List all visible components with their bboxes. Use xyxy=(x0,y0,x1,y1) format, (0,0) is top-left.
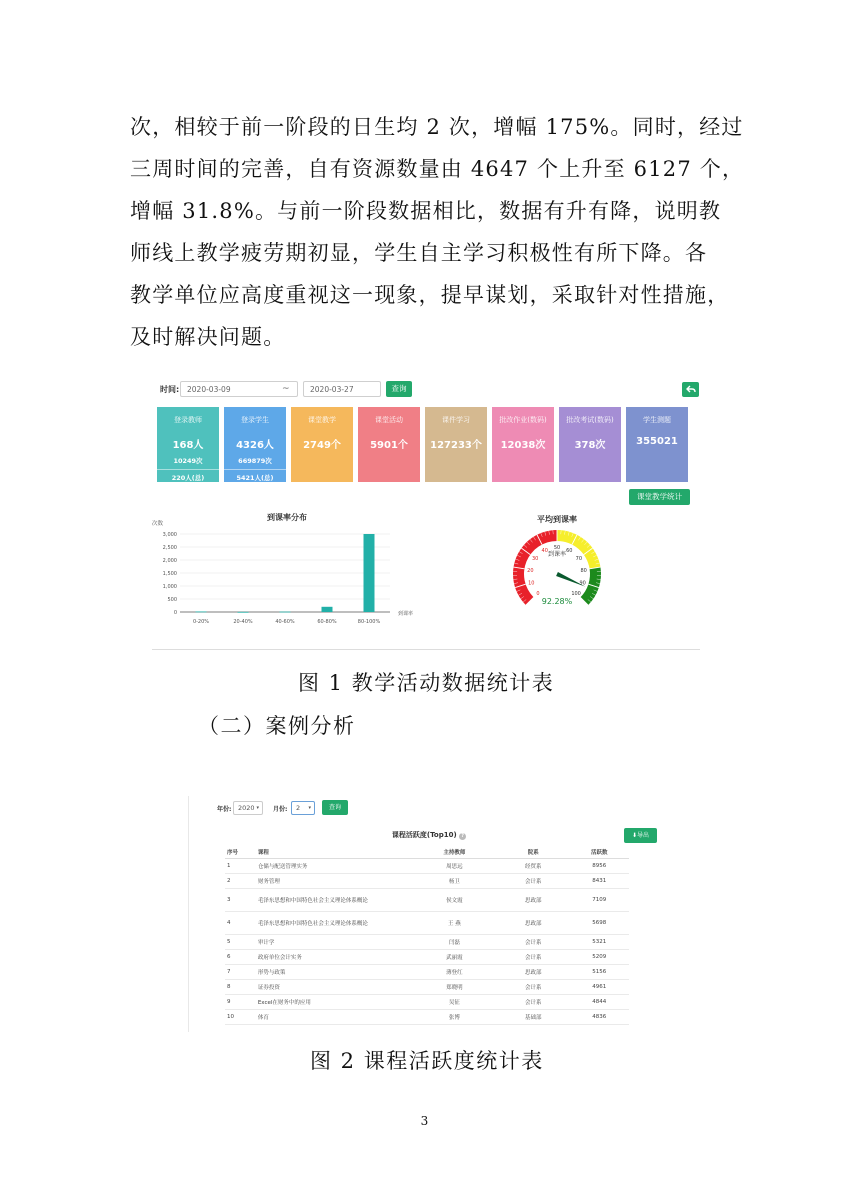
gauge-tick-label: 0 xyxy=(536,591,540,598)
bar xyxy=(322,607,333,612)
stat-card-title: 课堂教学 xyxy=(308,416,336,424)
gauge-tick-label: 50 xyxy=(553,545,561,551)
table-cell: 毛泽东思想和中国特色社会主义理论体系概论 xyxy=(256,889,412,912)
stat-card-value: 127233个 xyxy=(430,440,482,451)
gauge-tick-label: 70 xyxy=(575,556,583,563)
gauge-tick-label: 80 xyxy=(580,567,587,574)
stat-card[interactable] xyxy=(626,407,688,482)
gauge-value: 92.28% xyxy=(541,597,573,606)
table-cell: 审计学 xyxy=(256,935,412,950)
figure-2-caption: 图 2 课程活跃度统计表 xyxy=(310,1049,544,1073)
bar xyxy=(196,611,207,612)
stat-card-title: 登录教师 xyxy=(174,416,202,424)
stat-card-value: 378次 xyxy=(574,440,606,451)
stat-card-title: 批改考试(数码) xyxy=(566,416,614,424)
x-axis-label: 到课率 xyxy=(398,611,414,617)
table-cell: 薄登红 xyxy=(412,965,497,980)
table-cell: 5321 xyxy=(569,935,629,950)
table-cell: 8431 xyxy=(569,874,629,889)
table-cell: 财务管理 xyxy=(256,874,412,889)
bar xyxy=(364,534,375,612)
table-cell: 7109 xyxy=(569,889,629,912)
stat-card[interactable] xyxy=(157,407,219,482)
x-tick-label: 40-60% xyxy=(275,619,295,625)
table-row[interactable] xyxy=(225,1010,629,1025)
table-cell: 3 xyxy=(225,889,256,912)
year-select[interactable] xyxy=(233,801,263,815)
x-tick-label: 80-100% xyxy=(357,619,381,625)
query-button[interactable]: 查询 xyxy=(386,381,412,397)
body-line: 次，相较于前一阶段的日生均 2 次，增幅 175%。同时，经过 xyxy=(130,115,744,139)
column-header[interactable]: 活跃数 xyxy=(569,846,629,859)
attendance-bar-chart xyxy=(152,508,432,638)
table-cell: 4836 xyxy=(569,1010,629,1025)
table-cell: 形势与政策 xyxy=(256,965,412,980)
table-cell: 5 xyxy=(225,935,256,950)
figure-1-dashboard xyxy=(152,374,700,650)
stat-card-title: 课件学习 xyxy=(442,416,470,424)
table-cell: 周思远 xyxy=(412,859,497,874)
course-activity-table xyxy=(225,846,629,1025)
date-end-input[interactable]: 2020-03-27 xyxy=(303,381,381,397)
table-row[interactable] xyxy=(225,912,629,935)
chevron-down-icon: ▾ xyxy=(256,805,259,811)
year-label: 年份: xyxy=(217,806,232,813)
table-cell: 2 xyxy=(225,874,256,889)
table-cell: 5156 xyxy=(569,965,629,980)
stat-card-value: 2749个 xyxy=(303,440,341,451)
stat-card-title: 课堂活动 xyxy=(375,416,403,424)
gauge-tick-label: 60 xyxy=(566,547,573,554)
table-row[interactable] xyxy=(225,935,629,950)
stat-card-detail: 220人(总) xyxy=(157,469,219,482)
body-line: 及时解决问题。 xyxy=(130,325,286,349)
y-tick-label: 2,500 xyxy=(162,545,177,551)
table-cell: 会计系 xyxy=(497,874,569,889)
body-line: 三周时间的完善，自有资源数量由 4647 个上升至 6127 个， xyxy=(130,157,745,181)
y-tick-label: 3,000 xyxy=(162,532,177,538)
table-cell: 思政部 xyxy=(497,889,569,912)
stat-card-value: 4326人 xyxy=(236,440,274,451)
section-subheading: （二）案例分析 xyxy=(198,714,356,738)
table-cell: 6 xyxy=(225,950,256,965)
table-cell: 会计系 xyxy=(497,980,569,995)
table-cell: 经贸系 xyxy=(497,859,569,874)
bar xyxy=(280,612,291,613)
gauge-tick-label: 40 xyxy=(541,547,548,554)
y-tick-label: 0 xyxy=(173,610,177,616)
export-button[interactable] xyxy=(624,828,657,843)
table-row[interactable] xyxy=(225,859,629,874)
table-header xyxy=(225,846,629,859)
month-select[interactable] xyxy=(291,801,315,815)
gauge-title: 平均到课率 xyxy=(537,515,577,524)
table-cell: 杨卫 xyxy=(412,874,497,889)
stat-card-value: 355021 xyxy=(636,436,678,447)
stat-card-title: 批改作业(数码) xyxy=(499,416,547,424)
help-icon: ? xyxy=(459,833,466,840)
table-cell: 4 xyxy=(225,912,256,935)
table-cell: 侯文霞 xyxy=(412,889,497,912)
stat-card[interactable] xyxy=(559,407,621,482)
column-header[interactable]: 课程 xyxy=(256,846,412,859)
table-cell: 毛泽东思想和中国特色社会主义理论体系概论 xyxy=(256,912,412,935)
table-cell: 9 xyxy=(225,995,256,1010)
year-value: 2020 xyxy=(238,804,255,812)
table-cell: 王 燕 xyxy=(412,912,497,935)
stat-card[interactable] xyxy=(224,407,286,482)
month-label: 月份: xyxy=(273,806,288,813)
body-paragraph xyxy=(130,106,745,358)
bar xyxy=(238,612,249,613)
time-label: 时间: xyxy=(160,385,180,394)
date-start-input[interactable]: 2020-03-09 xyxy=(180,381,298,397)
date-separator: ~ xyxy=(282,384,290,394)
table-cell: 政府单位会计实务 xyxy=(256,950,412,965)
table-cell: 思政部 xyxy=(497,912,569,935)
table-cell: 闫磊 xyxy=(412,935,497,950)
stat-card[interactable] xyxy=(492,407,554,482)
table-cell: Excel在财务中的应用 xyxy=(256,995,412,1010)
gauge-tick-label: 30 xyxy=(531,556,539,563)
figure-divider xyxy=(152,649,700,650)
export-label: 导出 xyxy=(637,832,650,839)
y-tick-label: 1,000 xyxy=(162,584,177,590)
x-tick-label: 60-80% xyxy=(317,619,337,625)
table-row[interactable] xyxy=(225,980,629,995)
gauge-yellow-band xyxy=(557,530,600,569)
table-cell: 7 xyxy=(225,965,256,980)
table-cell: 5698 xyxy=(569,912,629,935)
table-cell: 仓储与配送管理实务 xyxy=(256,859,412,874)
month-value: 2 xyxy=(296,804,301,812)
gauge-tick-label: 10 xyxy=(528,580,535,587)
page-number: 3 xyxy=(420,1114,429,1128)
table-title-text: 课程活跃度(Top10) xyxy=(391,831,457,839)
body-line: 增幅 31.8%。与前一阶段数据相比，数据有升有降，说明教 xyxy=(130,199,722,223)
table-cell: 5209 xyxy=(569,950,629,965)
attendance-gauge xyxy=(502,512,622,622)
class-stats-button[interactable]: 课堂教学统计 xyxy=(629,489,690,505)
back-button[interactable] xyxy=(682,382,699,397)
table-cell: 会计系 xyxy=(497,935,569,950)
stat-card[interactable] xyxy=(358,407,420,482)
table-cell: 4961 xyxy=(569,980,629,995)
y-tick-label: 2,000 xyxy=(162,558,177,564)
gauge-tick-label: 100 xyxy=(571,591,581,598)
y-tick-label: 500 xyxy=(167,597,177,603)
y-axis-label: 次数 xyxy=(152,521,164,527)
stat-card-detail: 669879次 xyxy=(238,457,272,465)
table-cell: 8956 xyxy=(569,859,629,874)
stat-card[interactable] xyxy=(291,407,353,482)
table-cell: 武丽霞 xyxy=(412,950,497,965)
stat-card-detail: 10249次 xyxy=(173,457,203,465)
stat-card-detail: 5421人(总) xyxy=(224,469,286,482)
column-header[interactable]: 院系 xyxy=(497,846,569,859)
body-line: 教学单位应高度重视这一现象，提早谋划，采取针对性措施， xyxy=(130,283,730,307)
query-button[interactable]: 查询 xyxy=(322,800,348,815)
download-icon: ⬇ xyxy=(631,832,637,839)
x-tick-label: 0-20% xyxy=(192,619,210,625)
stat-card-value: 168人 xyxy=(172,440,204,451)
table-cell: 基础部 xyxy=(497,1010,569,1025)
stat-card-title: 学生测题 xyxy=(643,416,671,424)
stat-card-value: 12038次 xyxy=(500,440,546,451)
table-cell: 证券投资 xyxy=(256,980,412,995)
figure-1-caption: 图 1 教学活动数据统计表 xyxy=(298,671,555,695)
column-header[interactable]: 序号 xyxy=(225,846,256,859)
gauge-tick-label: 20 xyxy=(527,567,534,574)
table-cell: 1 xyxy=(225,859,256,874)
table-cell: 4844 xyxy=(569,995,629,1010)
table-cell: 会计系 xyxy=(497,995,569,1010)
body-line: 师线上教学疲劳期初显，学生自主学习积极性有所下降。各 xyxy=(130,241,708,265)
y-tick-label: 1,500 xyxy=(162,571,177,577)
table-title xyxy=(189,830,669,840)
chart-title: 到课率分布 xyxy=(267,513,307,522)
figure-2-course-table xyxy=(188,796,669,1032)
table-cell: 思政部 xyxy=(497,965,569,980)
chevron-down-icon: ▾ xyxy=(308,805,311,811)
table-cell: 体育 xyxy=(256,1010,412,1025)
table-cell: 吴征 xyxy=(412,995,497,1010)
table-cell: 会计系 xyxy=(497,950,569,965)
gauge-needle xyxy=(556,572,585,587)
table-cell: 10 xyxy=(225,1010,256,1025)
table-row[interactable] xyxy=(225,874,629,889)
stat-card-title: 登录学生 xyxy=(241,416,269,424)
gauge-tick-label: 90 xyxy=(579,580,586,587)
stat-card[interactable] xyxy=(425,407,487,482)
table-cell: 8 xyxy=(225,980,256,995)
table-row[interactable] xyxy=(225,995,629,1010)
table-row[interactable] xyxy=(225,889,629,912)
table-cell: 郑晓明 xyxy=(412,980,497,995)
table-row[interactable] xyxy=(225,965,629,980)
gauge-label: 到课率 xyxy=(547,551,567,558)
x-tick-label: 20-40% xyxy=(233,619,253,625)
gauge-red-band xyxy=(513,530,557,605)
back-arrow-icon xyxy=(686,385,696,394)
column-header[interactable]: 主持教师 xyxy=(412,846,497,859)
table-row[interactable] xyxy=(225,950,629,965)
table-cell: 张博 xyxy=(412,1010,497,1025)
stat-card-value: 5901个 xyxy=(370,440,408,451)
